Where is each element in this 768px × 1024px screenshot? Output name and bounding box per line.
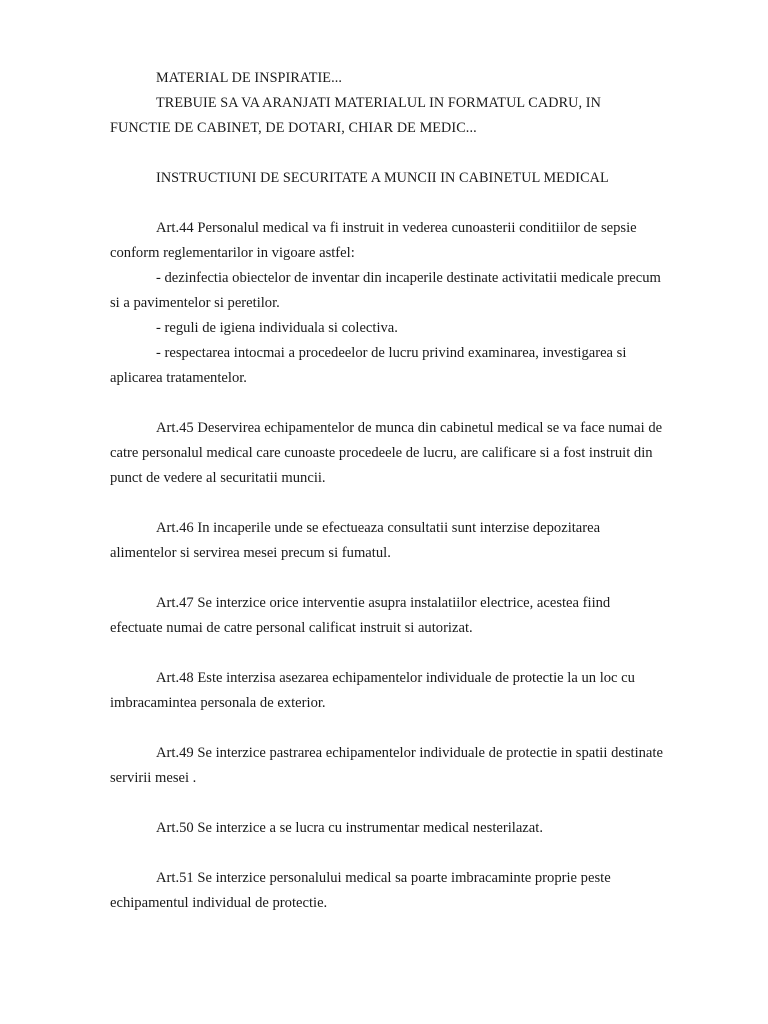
article-45: Art.45 Deservirea echipamentelor de munca din cabinetul medical se va face numai de catre personalul medical care cunoaste procedeele de lucru, are calificare si a fost instruit din punct de vedere al securitatii muncii. — [110, 420, 663, 486]
header-line-2: TREBUIE SA VA ARANJATI MATERIALUL IN FORMATUL CADRU, IN FUNCTIE DE CABINET, DE DOTARI, CHIAR DE MEDIC... — [110, 95, 601, 136]
document-body — [110, 66, 700, 916]
header-line-1: MATERIAL DE INSPIRATIE... — [156, 70, 343, 86]
spacer — [110, 841, 700, 866]
spacer — [110, 566, 700, 591]
spacer — [110, 391, 700, 416]
document-title: INSTRUCTIUNI DE SECURITATE A MUNCII IN CABINETUL MEDICAL — [156, 170, 609, 186]
spacer — [110, 716, 700, 741]
article-46: Art.46 In incaperile unde se efectueaza consultatii sunt interzise depozitarea alimentelor si servirea mesei precum si fumatul. — [110, 520, 601, 561]
spacer — [110, 191, 700, 216]
article-51: Art.51 Se interzice personalului medical sa poarte imbracaminte proprie peste echipamentul individual de protectie. — [110, 870, 611, 911]
article-44-intro: Art.44 Personalul medical va fi instruit in vederea cunoasterii conditiilor de sepsie conform reglementarilor in vigoare astfel: — [110, 220, 637, 261]
article-48: Art.48 Este interzisa asezarea echipamentelor individuale de protectie la un loc cu imbracamintea personala de exterior. — [110, 670, 635, 711]
spacer — [110, 141, 700, 166]
spacer — [110, 491, 700, 516]
article-50: Art.50 Se interzice a se lucra cu instrumentar medical nesterilazat. — [156, 820, 543, 836]
article-44-item-1: - dezinfectia obiectelor de inventar din incaperile destinate activitatii medicale precum si a pavimentelor si peretilor. — [110, 270, 661, 311]
article-44-item-3: - respectarea intocmai a procedeelor de lucru privind examinarea, investigarea si aplicarea tratamentelor. — [110, 345, 627, 386]
article-47: Art.47 Se interzice orice interventie asupra instalatiilor electrice, acestea fiind efectuate numai de catre personal calificat instruit si autorizat. — [110, 595, 611, 636]
spacer — [110, 791, 700, 816]
article-49: Art.49 Se interzice pastrarea echipamentelor individuale de protectie in spatii destinate servirii mesei . — [110, 745, 663, 786]
spacer — [110, 641, 700, 666]
article-44-item-2: - reguli de igiena individuala si colectiva. — [156, 320, 398, 336]
